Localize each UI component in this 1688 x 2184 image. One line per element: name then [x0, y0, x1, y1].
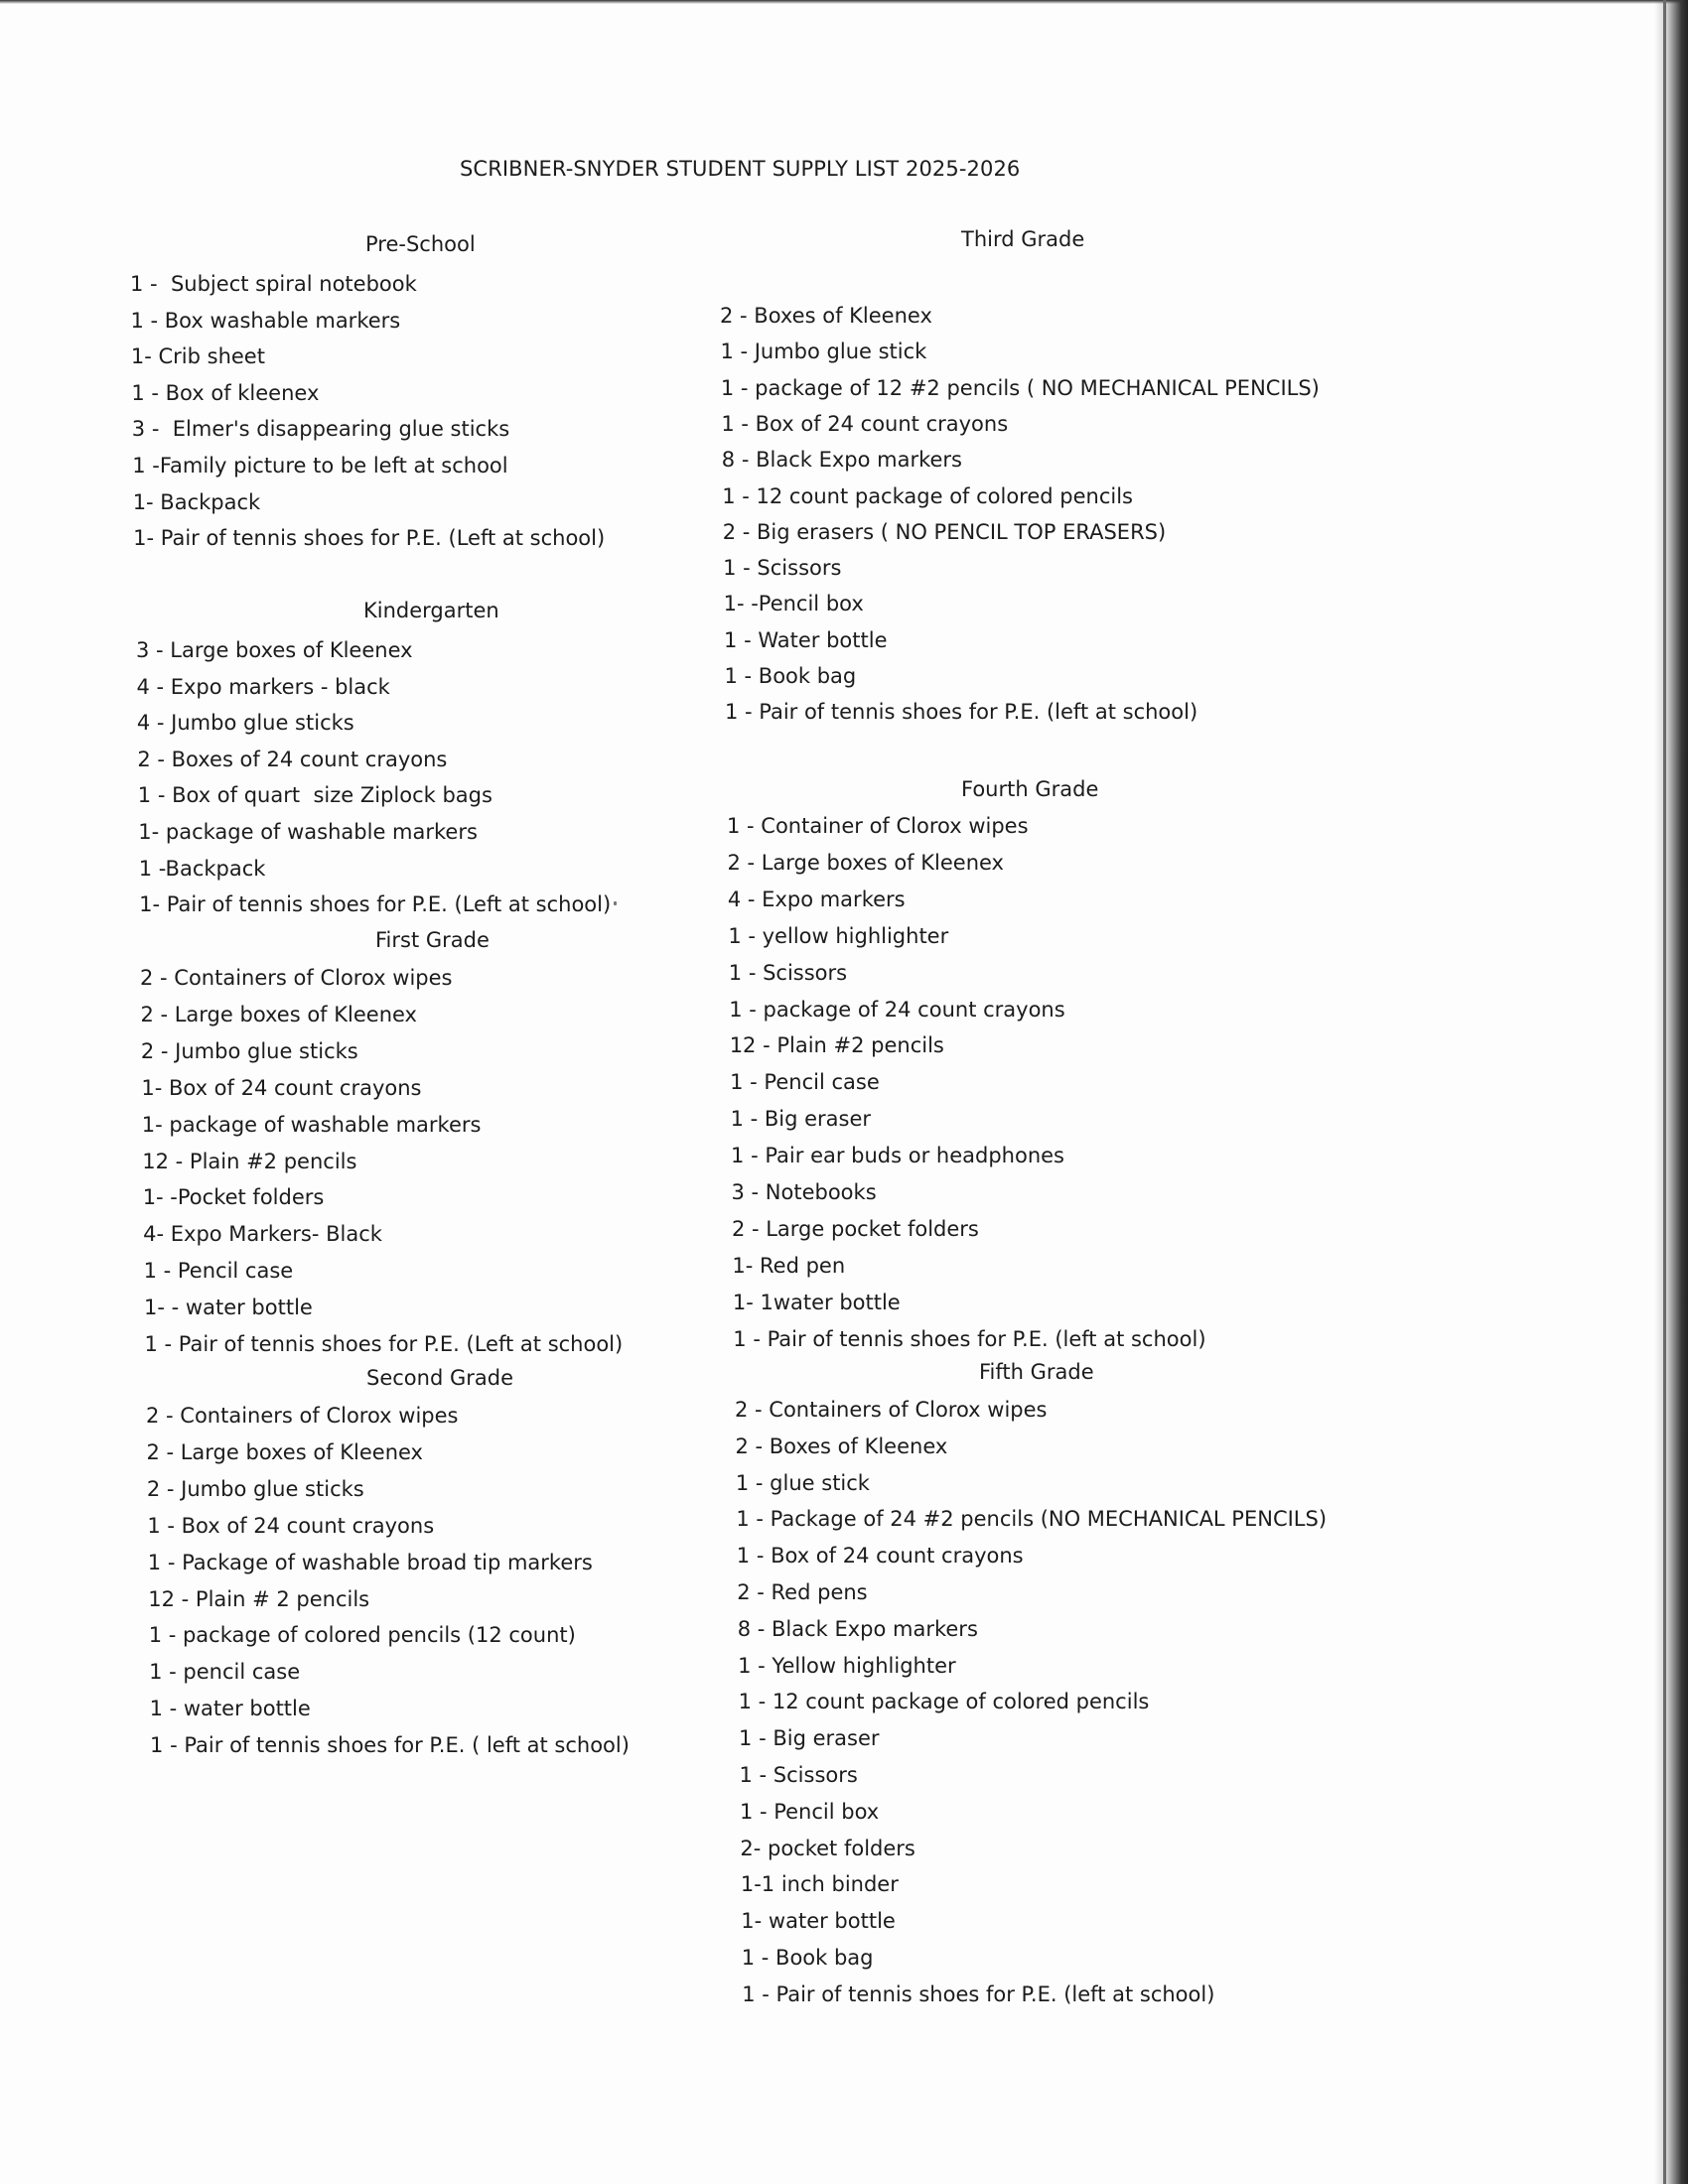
- supply-item: 1- 1water bottle: [732, 1291, 901, 1314]
- supply-item: 1 -Backpack: [138, 857, 266, 881]
- supply-item: 2 - Large boxes of Kleenex: [727, 851, 1004, 875]
- supply-item: 3 - Notebooks: [731, 1180, 877, 1204]
- supply-item: 2 - Containers of Clorox wipes: [735, 1398, 1048, 1422]
- scan-right-edge-line: [1663, 0, 1666, 2184]
- supply-item: 1 - Package of washable broad tip markers: [147, 1551, 593, 1574]
- supply-item: 1 - Pair of tennis shoes for P.E. (left at school): [724, 700, 1198, 724]
- supply-item: 1 - Book bag: [741, 1946, 874, 1970]
- supply-item: 1 - Scissors: [739, 1763, 858, 1787]
- supply-item: 1 - Box washable markers: [130, 309, 401, 333]
- supply-item: 1- Red pen: [732, 1254, 846, 1278]
- supply-item: 1 - Box of quart size Ziplock bags: [137, 783, 492, 807]
- scan-top-edge: [0, 0, 1688, 4]
- supply-item: 1 - Pair of tennis shoes for P.E. (left at school): [733, 1327, 1206, 1351]
- supply-item: 1 - Scissors: [728, 961, 848, 985]
- supply-item: 1- water bottle: [741, 1909, 896, 1933]
- supply-item: 2 - Jumbo glue sticks: [146, 1477, 364, 1501]
- supply-item: 1 - Box of 24 count crayons: [721, 412, 1009, 436]
- supply-item: 1 - Box of 24 count crayons: [736, 1544, 1024, 1568]
- supply-item: 4 - Expo markers - black: [136, 675, 390, 699]
- supply-item: 1 - Pair of tennis shoes for P.E. (left at school): [742, 1982, 1215, 2006]
- supply-item: 1-1 inch binder: [740, 1872, 899, 1896]
- supply-item: 2 - Boxes of Kleenex: [720, 304, 932, 328]
- section-heading-third: Third Grade: [961, 227, 1085, 251]
- supply-item: 2 - Boxes of Kleenex: [735, 1434, 948, 1458]
- supply-item: 1 - Book bag: [724, 664, 857, 688]
- supply-item: 2- pocket folders: [740, 1837, 915, 1860]
- section-heading-second: Second Grade: [366, 1366, 513, 1390]
- supply-item: 1 - yellow highlighter: [728, 924, 949, 948]
- supply-item: 3 - Large boxes of Kleenex: [136, 638, 413, 662]
- page-title: SCRIBNER-SNYDER STUDENT SUPPLY LIST 2025-2026: [460, 157, 1021, 181]
- supply-item: 2 - Large pocket folders: [731, 1217, 979, 1241]
- supply-item: 1- Backpack: [132, 490, 261, 514]
- supply-item: 2 - Boxes of 24 count crayons: [137, 748, 448, 771]
- supply-item: 1- - water bottle: [144, 1296, 313, 1319]
- supply-item: 1 - Pair of tennis shoes for P.E. ( left at school): [150, 1733, 630, 1757]
- supply-item: 1 - Pair ear buds or headphones: [731, 1144, 1064, 1167]
- supply-item: 1 - package of 24 count crayons: [729, 998, 1065, 1022]
- supply-item: 4 - Expo markers: [727, 887, 906, 911]
- supply-item: 12 - Plain # 2 pencils: [148, 1587, 370, 1611]
- supply-item: 1 -Family picture to be left at school: [132, 454, 508, 478]
- supply-item: 1 - Box of kleenex: [131, 381, 320, 405]
- supply-item: 1 - package of colored pencils (12 count): [148, 1623, 576, 1647]
- supply-item: 1 - Container of Clorox wipes: [727, 814, 1029, 838]
- supply-item: 1 - Scissors: [723, 556, 842, 580]
- section-heading-fifth: Fifth Grade: [979, 1360, 1094, 1384]
- supply-item: 2 - Large boxes of Kleenex: [140, 1003, 417, 1026]
- supply-item: 1 - water bottle: [149, 1697, 311, 1720]
- section-heading-first: First Grade: [375, 928, 490, 952]
- supply-item: 12 - Plain #2 pencils: [142, 1150, 357, 1173]
- section-heading-fourth: Fourth Grade: [961, 777, 1099, 801]
- supply-item: 1 - Big eraser: [739, 1726, 880, 1750]
- supply-item: 1- Crib sheet: [130, 344, 265, 368]
- supply-item: 12 - Plain #2 pencils: [729, 1033, 944, 1057]
- supply-item: 1 - Subject spiral notebook: [130, 272, 417, 296]
- supply-item: 8 - Black Expo markers: [721, 448, 962, 472]
- supply-item: 1 - Box of 24 count crayons: [147, 1514, 435, 1538]
- supply-item: 1 - Pencil case: [730, 1070, 880, 1094]
- section-heading-kindergarten: Kindergarten: [363, 599, 499, 622]
- supply-item: 1 - Jumbo glue stick: [720, 340, 927, 363]
- supply-item: 2 - Big erasers ( NO PENCIL TOP ERASERS): [722, 520, 1167, 544]
- supply-item: 4 - Jumbo glue sticks: [136, 711, 354, 735]
- supply-item: 1 - 12 count package of colored pencils: [722, 484, 1133, 508]
- supply-item: 2 - Containers of Clorox wipes: [146, 1404, 459, 1428]
- supply-item: 3 - Elmer's disappearing glue sticks: [131, 417, 510, 441]
- supply-item: 1 - Big eraser: [730, 1107, 872, 1131]
- supply-item: 1 - Yellow highlighter: [738, 1654, 956, 1678]
- supply-item: 2 - Red pens: [737, 1580, 868, 1604]
- supply-item: 1 - glue stick: [735, 1471, 870, 1495]
- supply-item: 1 - Pencil case: [143, 1259, 294, 1283]
- section-heading-preschool: Pre-School: [365, 232, 476, 256]
- supply-item: 4- Expo Markers- Black: [143, 1222, 382, 1246]
- supply-item: 1 - Pair of tennis shoes for P.E. (Left at school): [144, 1332, 624, 1356]
- supply-item: 1 - Water bottle: [724, 628, 888, 652]
- supply-item: 1- Pair of tennis shoes for P.E. (Left at school): [133, 526, 606, 550]
- supply-item: 1 - package of 12 #2 pencils ( NO MECHANICAL PENCILS): [720, 376, 1320, 400]
- supply-item: 2 - Containers of Clorox wipes: [140, 966, 453, 990]
- supply-item: 8 - Black Expo markers: [737, 1617, 978, 1641]
- scan-speck: [614, 901, 617, 905]
- scan-right-edge: [1654, 0, 1688, 2184]
- supply-item: 1- Box of 24 count crayons: [141, 1076, 422, 1100]
- supply-item: 1- -Pocket folders: [142, 1185, 325, 1209]
- supply-item: 1 - Pencil box: [739, 1800, 880, 1824]
- supply-item: 1- Pair of tennis shoes for P.E. (Left at school): [139, 892, 612, 916]
- supply-item: 1- -Pencil box: [723, 592, 864, 615]
- supply-item: 2 - Large boxes of Kleenex: [146, 1440, 423, 1464]
- supply-item: 2 - Jumbo glue sticks: [140, 1039, 358, 1063]
- supply-item: 1 - Package of 24 #2 pencils (NO MECHANICAL PENCILS): [736, 1507, 1328, 1531]
- supply-item: 1- package of washable markers: [141, 1113, 482, 1137]
- supply-item: 1 - 12 count package of colored pencils: [738, 1690, 1150, 1713]
- supply-item: 1 - pencil case: [149, 1660, 301, 1684]
- supply-item: 1- package of washable markers: [138, 820, 478, 844]
